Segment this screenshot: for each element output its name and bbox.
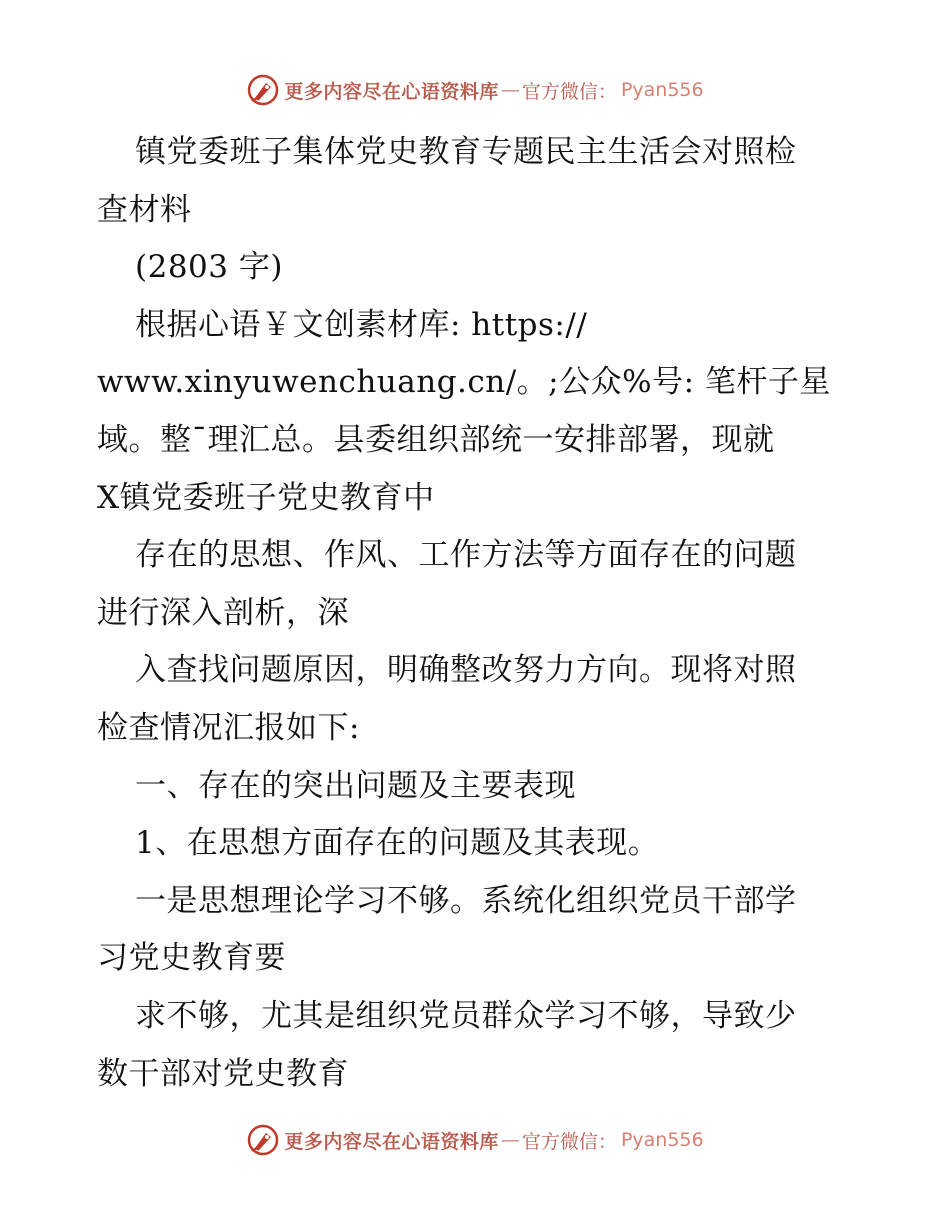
watermark-wechat-id: Pyan556	[620, 79, 704, 101]
watermark-official-label: 官方微信：	[521, 80, 617, 103]
doc-subsection-heading: 1、在思想方面存在的问题及其表现。	[135, 825, 660, 862]
watermark-brand: 更多内容尽在心语资料库	[284, 1130, 499, 1153]
doc-paragraph-line: 数干部对党史教育	[97, 1055, 349, 1092]
watermark-separator: —	[500, 79, 520, 101]
doc-paragraph-line: 习党史教育要	[97, 940, 286, 977]
header-watermark	[0, 70, 950, 110]
doc-paragraph-line: 求不够，尤其是组织党员群众学习不够，导致少	[135, 997, 797, 1034]
watermark-brand: 更多内容尽在心语资料库	[284, 80, 499, 103]
doc-section-heading: 一、存在的突出问题及主要表现	[135, 767, 576, 804]
doc-paragraph-line: X镇党委班子党史教育中	[97, 479, 435, 516]
doc-word-count: (2803 字)	[135, 249, 283, 286]
doc-paragraph-line: 一是思想理论学习不够。系统化组织党员干部学	[135, 882, 797, 919]
doc-paragraph-line: 进行深入剖析，深	[97, 594, 349, 631]
pen-nib-logo-icon	[246, 73, 280, 107]
doc-paragraph-line: 入查找问题原因，明确整改努力方向。现将对照	[135, 652, 797, 689]
doc-paragraph-line: www.xinyuwenchuang.cn/。;公众%号: 笔杆子星	[97, 364, 831, 401]
footer-watermark	[0, 1120, 950, 1160]
doc-paragraph-line: 检查情况汇报如下:	[97, 709, 360, 746]
doc-title-line-1: 镇党委班子集体党史教育专题民主生活会对照检	[135, 134, 797, 170]
doc-paragraph-line: 存在的思想、作风、工作方法等方面存在的问题	[135, 537, 797, 574]
doc-title-line-2: 查材料	[97, 191, 192, 228]
pen-nib-logo-icon	[246, 1123, 280, 1157]
watermark-official-label: 官方微信：	[521, 1130, 617, 1153]
doc-paragraph-line: 根据心语￥文创素材库: https://	[135, 306, 588, 343]
watermark-separator: —	[500, 1129, 520, 1151]
doc-paragraph-line: 域。整¯理汇总。县委组织部统一安排部署，现就	[97, 421, 775, 458]
document-body	[97, 124, 857, 1103]
watermark-wechat-id: Pyan556	[620, 1129, 704, 1151]
